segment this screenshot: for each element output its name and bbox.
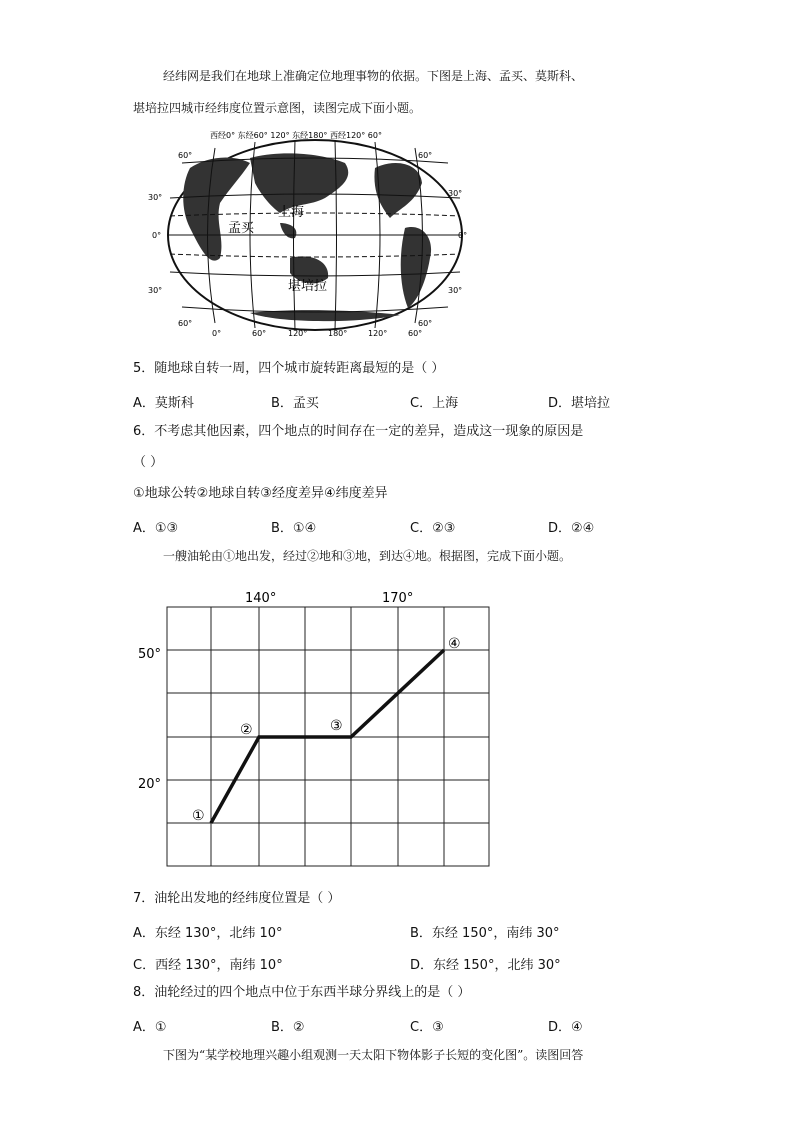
point-3-label: ③: [330, 718, 343, 734]
lat-60-label-r: 60°: [418, 151, 433, 160]
q7-question: 7．油轮出发地的经纬度位置是（ ）: [133, 891, 341, 906]
point-1-label: ①: [192, 808, 205, 824]
q5-option-b: B．孟买: [271, 396, 319, 411]
q8-question: 8．油轮经过的四个地点中位于东西半球分界线上的是（ ）: [133, 985, 471, 1000]
bottom-60-label: 60°: [252, 329, 267, 338]
lat-50-label: 50°: [138, 647, 162, 662]
lat-0-label-r: 0°: [458, 231, 468, 240]
point-4-label: ④: [448, 636, 461, 652]
intro-text-1b: 堪培拉四城市经纬度位置示意图，读图完成下面小题。: [133, 101, 422, 115]
q6-option-c: C．②③: [410, 521, 456, 536]
q8-option-c: C．③: [410, 1020, 444, 1035]
q6-bracket: （ ）: [133, 455, 164, 470]
city-canberra: 堪培拉: [288, 279, 328, 294]
lat-30s-label-r: 30°: [448, 286, 463, 295]
q8-option-a: A．①: [133, 1020, 167, 1035]
intro-text-1: 经纬网是我们在地球上准确定位地理事物的依据。下图是上海、孟买、莫斯科、: [163, 69, 584, 83]
q5-question: 5．随地球自转一周，四个城市旋转距离最短的是（ ）: [133, 361, 445, 376]
q6-question: 6．不考虑其他因素，四个地点的时间存在一定的差异，造成这一现象的原因是: [133, 424, 584, 439]
lat-60-label: 60°: [178, 151, 193, 160]
point-2-label: ②: [240, 722, 253, 738]
q6-option-d: D．②④: [548, 521, 595, 536]
lon-140-label: 140°: [245, 591, 277, 606]
map-top-label: 西经0° 东经60° 120° 东经180° 西经120° 60°: [210, 131, 382, 140]
bottom-120b-label: 120°: [368, 329, 388, 338]
q8-option-d: D．④: [548, 1020, 583, 1035]
bottom-60b-label: 60°: [408, 329, 423, 338]
q7-option-c: C．西经 130°，南纬 10°: [133, 958, 283, 973]
q7-option-b: B．东经 150°，南纬 30°: [410, 926, 560, 941]
q5-option-d: D．堪培拉: [548, 396, 611, 411]
q6-option-b: B．①④: [271, 521, 317, 536]
q6-items: ①地球公转②地球自转③经度差异④纬度差异: [133, 486, 388, 501]
city-shanghai: 上海: [278, 205, 305, 220]
lat-30-label: 30°: [148, 193, 163, 202]
q6-option-a: A．①③: [133, 521, 179, 536]
lat-60s-label-r: 60°: [418, 319, 433, 328]
intro-text-3: 下图为“某学校地理兴趣小组观测一天太阳下物体影子长短的变化图”。读图回答: [163, 1048, 584, 1062]
q8-option-b: B．②: [271, 1020, 305, 1035]
q5-option-c: C．上海: [410, 396, 459, 411]
q5-option-a: A．莫斯科: [133, 396, 194, 411]
lat-60s-label: 60°: [178, 319, 193, 328]
world-map-figure: [148, 128, 480, 338]
city-mumbai: 孟买: [228, 221, 255, 236]
bottom-120-label: 120°: [288, 329, 308, 338]
bottom-180-label: 180°: [328, 329, 348, 338]
lat-30s-label: 30°: [148, 286, 163, 295]
lon-170-label: 170°: [382, 591, 414, 606]
lat-30-label-r: 30°: [448, 189, 463, 198]
route-grid-figure: [130, 580, 510, 880]
q7-option-a: A．东经 130°，北纬 10°: [133, 926, 283, 941]
intro-text-2: 一艘油轮由①地出发，经过②地和③地，到达④地。根据图，完成下面小题。: [163, 549, 572, 563]
lat-20-label: 20°: [138, 777, 162, 792]
bottom-0-label: 0°: [212, 329, 222, 338]
lat-0-label: 0°: [152, 231, 162, 240]
q7-option-d: D．东经 150°，北纬 30°: [410, 958, 561, 973]
